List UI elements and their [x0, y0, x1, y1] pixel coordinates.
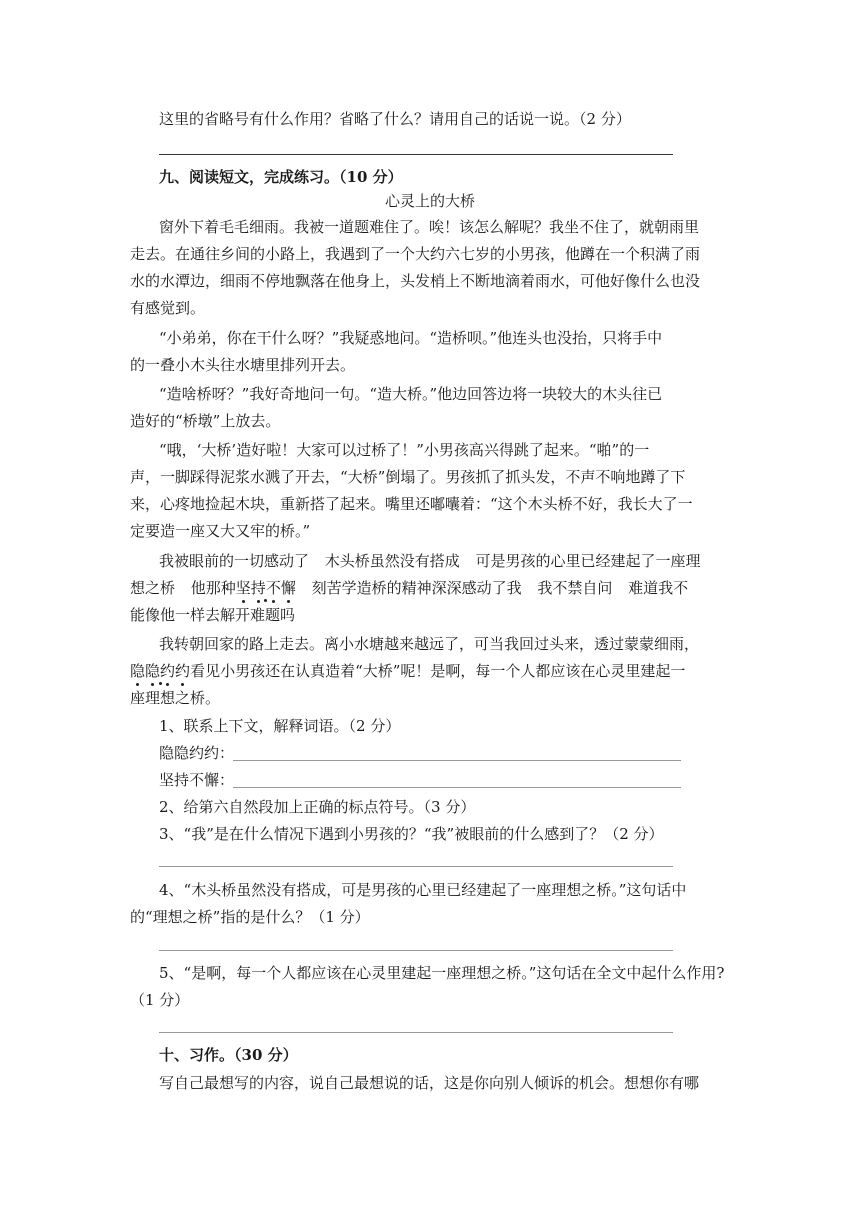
paragraph-4-line: 声，一脚踩得泥浆水溅了开去，“大桥”倒塌了。男孩抓了抓头发，不声不响地蹲了下 [130, 468, 686, 486]
paragraph-3-line: 造好的“桥墩”上放去。 [130, 412, 281, 430]
paragraph-4-line: “哦，‘大桥’造好啦！大家可以过桥了！”小男孩高兴得跳了起来。“啪”的一 [159, 441, 650, 459]
question-5-line: 5、“是啊，每一个人都应该在心灵里建起一座理想之桥。”这句话在全文中起什么作用? [159, 964, 725, 982]
paragraph-1-line: 窗外下着毛毛细雨。我被一道题难住了。唉！该怎么解呢？我坐不住了，就朝雨里 [159, 218, 700, 236]
paragraph-6-line: 隐隐约约看见小男孩还在认真造着“大桥”呢！是啊，每一个人都应该在心灵里建起一 [130, 662, 686, 680]
composition-prompt-line: 写自己最想写的内容，说自己最想说的话，这是你向别人倾诉的机会。想想你有哪 [159, 1074, 700, 1092]
section-heading: 十、习作。（30 分） [159, 1046, 298, 1064]
answer-line [159, 1032, 673, 1033]
emphasis-char: 隐 [145, 662, 161, 680]
passage-title: 心灵上的大桥 [384, 192, 475, 210]
paragraph-2-line: 的一叠小木头往水塘里排列开去。 [130, 356, 356, 374]
emphasis-char: 约 [175, 662, 191, 680]
question-5-line: （1 分） [130, 991, 190, 1009]
question-1: 1、联系上下文，解释词语。（2 分） [159, 717, 401, 735]
paragraph-2-line: “小弟弟，你在干什么呀？”我疑惑地问。“造桥呗。”他连头也没抬，只将手中 [159, 329, 663, 347]
prev-question: 这里的省略号有什么作用？省略了什么？请用自己的话说一说。（2 分） [159, 110, 631, 128]
answer-line [233, 787, 681, 788]
question-4-line: 的“理想之桥”指的是什么？（1 分） [130, 908, 370, 926]
paragraph-1-line: 有感觉到。 [130, 299, 206, 317]
paragraph-3-line: “造啥桥呀？”我好奇地问一句。“造大桥。”他边回答边将一块较大的木头往已 [159, 385, 663, 403]
question-1a-label: 隐隐约约： [159, 744, 235, 762]
paragraph-4-line: 来，心疼地捡起木块，重新搭了起来。嘴里还嘟囔着：“这个木头桥不好，我长大了一 [130, 495, 693, 513]
paragraph-5-line: 想之桥 他那种坚持不懈 刻苦学造桥的精神深深感动了我 我不禁自问 难道我不 [130, 579, 689, 597]
emphasis-char: 持 [250, 579, 266, 597]
paragraph-5-line: 我被眼前的一切感动了 木头桥虽然没有搭成 可是男孩的心里已经建起了一座理 [159, 552, 701, 570]
answer-line [159, 866, 673, 867]
section-heading: 九、阅读短文，完成练习。（10 分） [159, 168, 403, 186]
question-4-line: 4、“木头桥虽然没有搭成，可是男孩的心里已经建起了一座理想之桥。”这句话中 [159, 881, 687, 899]
emphasis-char: 不 [265, 579, 281, 597]
answer-line [159, 154, 673, 155]
paragraph-5-line: 能像他一样去解开难题吗 [130, 606, 296, 624]
emphasis-char: 懈 [280, 579, 296, 597]
answer-line [233, 760, 681, 761]
dotted-word-yinyinyueyue [130, 662, 190, 680]
question-3: 3、“我”是在什么情况下遇到小男孩的？“我”被眼前的什么感到了？（2 分） [159, 825, 664, 843]
question-2: 2、给第六自然段加上正确的标点符号。（3 分） [159, 798, 476, 816]
paragraph-1-line: 走去。在通往乡间的小路上，我遇到了一个大约六七岁的小男孩，他蹲在一个积满了雨 [130, 245, 701, 263]
paragraph-6-line: 我转朝回家的路上走去。离小水塘越来越远了，可当我回过头来，透过蒙蒙细雨， [159, 635, 700, 653]
dotted-word-jianchibuxie [236, 579, 296, 597]
emphasis-char: 坚 [235, 579, 251, 597]
question-1b-label: 坚持不懈： [159, 771, 235, 789]
paragraph-6-line: 座理想之桥。 [130, 689, 221, 707]
emphasis-char: 约 [160, 662, 176, 680]
emphasis-char: 隐 [130, 662, 146, 680]
paragraph-1-line: 水的水潭边，细雨不停地飘落在他身上，头发梢上不断地滴着雨水，可他好像什么也没 [130, 272, 701, 290]
paragraph-4-line: 定要造一座又大又牢的桥。” [130, 522, 311, 540]
answer-line [159, 950, 673, 951]
